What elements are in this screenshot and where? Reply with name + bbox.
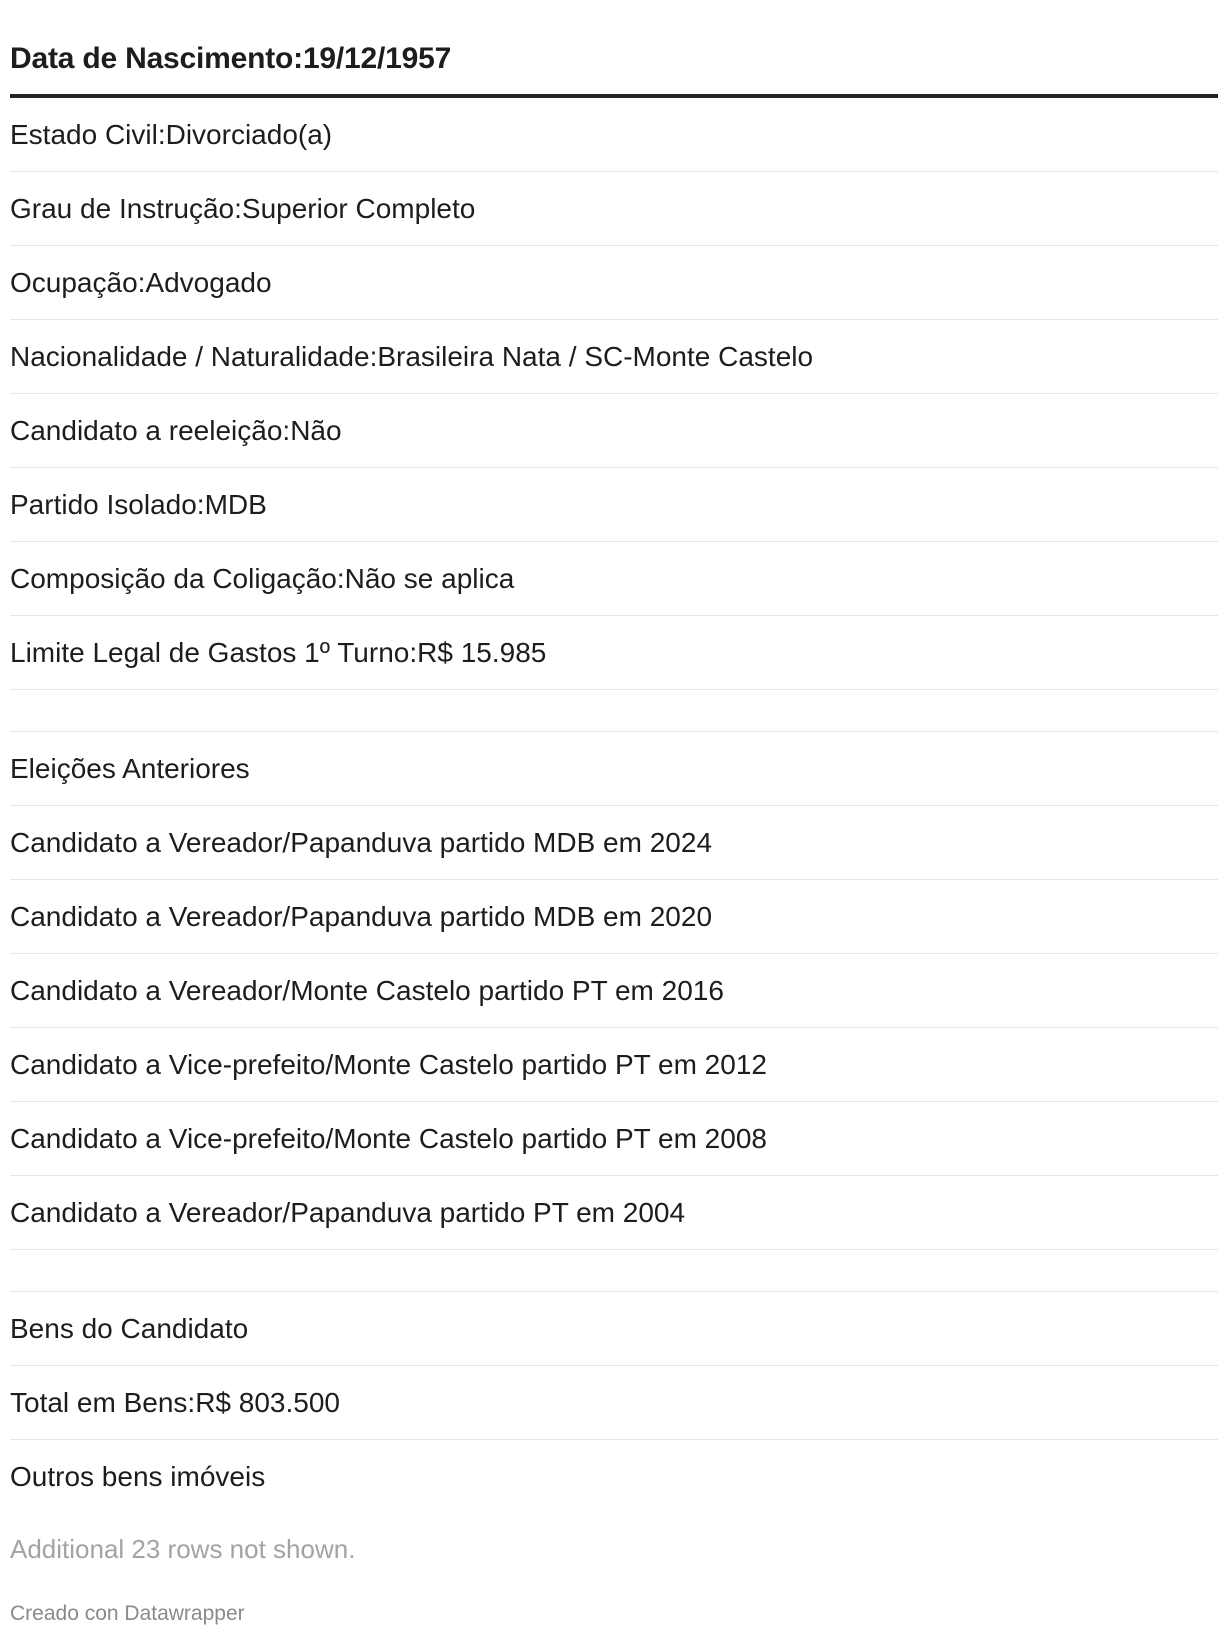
cell-text: Composição da Coligação:Não se aplica (10, 562, 515, 594)
table-row-total-bens (10, 1366, 1218, 1440)
table-notes: Additional 23 rows not shown. (10, 1533, 356, 1564)
cell-text: Grau de Instrução:Superior Completo (10, 192, 476, 224)
table-header-label: Data de Nascimento:19/12/1957 (10, 42, 452, 75)
cell-text: Bens do Candidato (10, 1312, 249, 1344)
cell-text: Candidato a Vereador/Monte Castelo partido PT em 2016 (10, 974, 724, 1006)
table-row-reeleicao (10, 394, 1218, 468)
table-row-eleicao-2008 (10, 1102, 1218, 1176)
table-row-limite-gastos (10, 616, 1218, 690)
cell-text: Outros bens imóveis (10, 1461, 266, 1492)
cell-text: Nacionalidade / Naturalidade:Brasileira Nata / SC-Monte Castelo (10, 340, 814, 372)
datawrapper-table (10, 0, 1218, 1644)
cell-text: Eleições Anteriores (10, 752, 250, 784)
cell-text: Total em Bens:R$ 803.500 (10, 1386, 340, 1418)
table-row-grau-instrucao (10, 172, 1218, 246)
table-row-empty (10, 1250, 1218, 1292)
cell-text: Estado Civil:Divorciado(a) (10, 118, 333, 150)
cell-text: Partido Isolado:MDB (10, 488, 267, 520)
table-row-estado-civil (10, 98, 1218, 172)
cell-text: Ocupação:Advogado (10, 266, 272, 298)
table-row-outros-bens (10, 1440, 1218, 1514)
table-row-eleicao-2004 (10, 1176, 1218, 1250)
cell-text: Candidato a reeleição:Não (10, 414, 342, 446)
cell-text: Candidato a Vereador/Papanduva partido MDB em 2024 (10, 826, 713, 858)
datawrapper-credit: Creado con Datawrapper (10, 1602, 245, 1625)
table-row-partido (10, 468, 1218, 542)
table-row-bens-candidato (10, 1292, 1218, 1366)
table-row-eleicao-2016 (10, 954, 1218, 1028)
table-row-eleicao-2020 (10, 880, 1218, 954)
table-row-ocupacao (10, 246, 1218, 320)
cell-text: Limite Legal de Gastos 1º Turno:R$ 15.985 (10, 636, 547, 668)
table-row-nacionalidade (10, 320, 1218, 394)
cell-text: Candidato a Vereador/Papanduva partido MDB em 2020 (10, 900, 713, 932)
table-row-eleicoes-anteriores (10, 732, 1218, 806)
table-row-empty (10, 690, 1218, 732)
table-row-eleicao-2012 (10, 1028, 1218, 1102)
table-header (10, 0, 1218, 98)
table-row-coligacao (10, 542, 1218, 616)
table-row-eleicao-2024 (10, 806, 1218, 880)
cell-text: Candidato a Vice-prefeito/Monte Castelo partido PT em 2012 (10, 1048, 767, 1080)
cell-text: Candidato a Vereador/Papanduva partido PT em 2004 (10, 1196, 686, 1228)
cell-text: Candidato a Vice-prefeito/Monte Castelo partido PT em 2008 (10, 1122, 767, 1154)
